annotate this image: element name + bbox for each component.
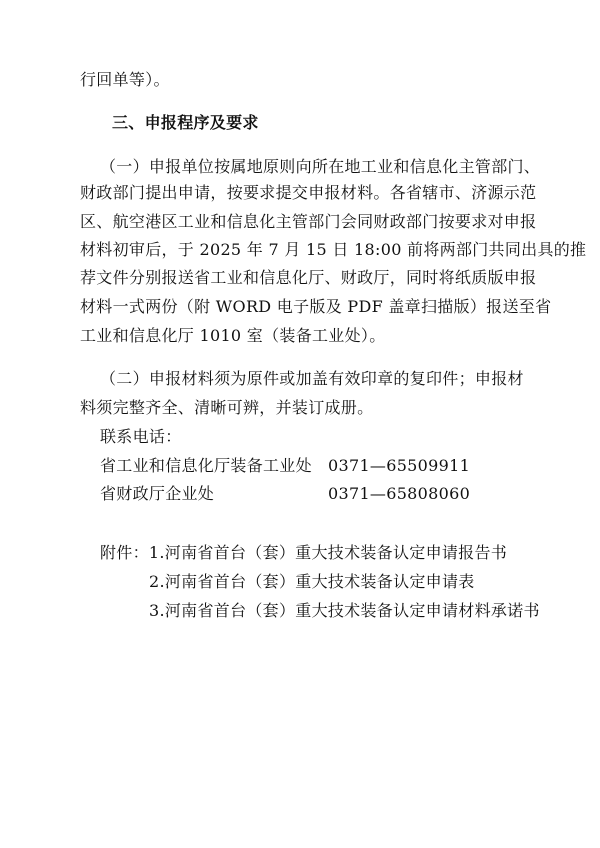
contact-row bbox=[100, 456, 312, 476]
contact-heading: 联系电话： bbox=[100, 427, 182, 446]
attachment-item: 3.河南省首台（套）重大技术装备认定申请材料承诺书 bbox=[149, 601, 540, 620]
text-line: 区、航空港区工业和信息化主管部门会同财政部门按要求对申报 bbox=[80, 212, 537, 231]
text-line: 料须完整齐全、清晰可辨，并装订成册。 bbox=[80, 398, 374, 417]
text-line: （二）申报材料须为原件或加盖有效印章的复印件；申报材 bbox=[100, 369, 524, 388]
text-line: 材料初审后，于 2025 年 7 月 15 日 18:00 前将两部门共同出具的推 bbox=[80, 240, 587, 259]
text-line: （一）申报单位按属地原则向所在地工业和信息化主管部门、 bbox=[100, 157, 541, 176]
text-line: 行回单等）。 bbox=[80, 70, 170, 89]
contact-name: 省财政厅企业处 bbox=[100, 484, 215, 503]
contact-phone: 0371—65509911 bbox=[328, 456, 471, 475]
text-line: 财政部门提出申请，按要求提交申报材料。各省辖市、济源示范 bbox=[80, 183, 537, 202]
contact-phone: 0371—65808060 bbox=[328, 484, 471, 503]
contact-row bbox=[100, 484, 214, 504]
text-line: 工业和信息化厅 1010 室（装备工业处）。 bbox=[80, 326, 386, 345]
contact-name: 省工业和信息化厅装备工业处 bbox=[100, 456, 312, 475]
attachment-item: 附件：1.河南省首台（套）重大技术装备认定申请报告书 bbox=[100, 543, 508, 562]
section-heading: 三、申报程序及要求 bbox=[112, 113, 259, 132]
attachment-item: 2.河南省首台（套）重大技术装备认定申请表 bbox=[149, 572, 475, 591]
text-line: 荐文件分别报送省工业和信息化厅、财政厅，同时将纸质版申报 bbox=[80, 268, 537, 287]
text-line: 材料一式两份（附 WORD 电子版及 PDF 盖章扫描版）报送至省 bbox=[80, 297, 552, 316]
